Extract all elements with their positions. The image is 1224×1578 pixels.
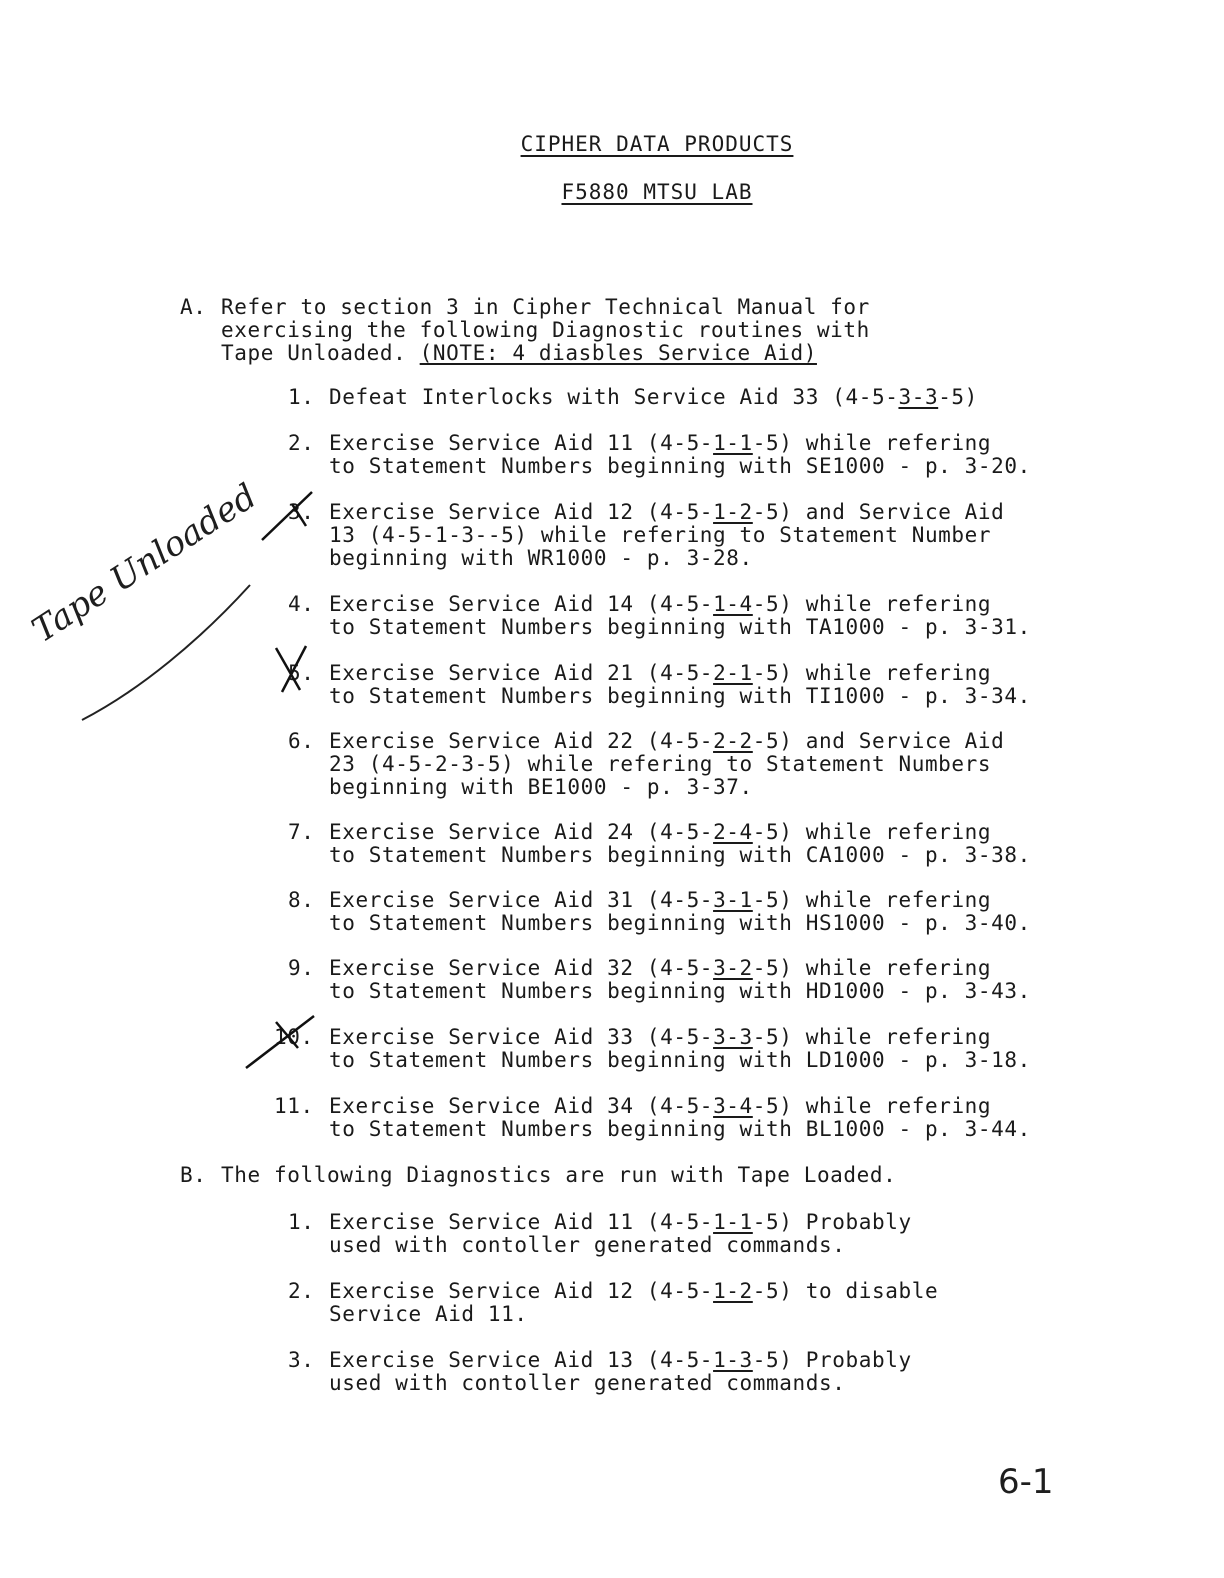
item-text: -5) Probably: [752, 1348, 912, 1372]
section-a-item-number: 8.: [288, 888, 315, 912]
section-a-item-line-2: to Statement Numbers beginning with LD1000 - p. 3-18.: [329, 1048, 1031, 1072]
section-a-label: A.: [180, 295, 207, 319]
section-a-item-line-2: to Statement Numbers beginning with BL1000 - p. 3-44.: [329, 1117, 1031, 1141]
margin-note-tape-unloaded: Tape Unloaded: [25, 476, 264, 651]
section-a-item-line-2: 23 (4-5-2-3-5) while refering to Statement Numbers: [329, 752, 992, 776]
company-title: CIPHER DATA PRODUCTS: [520, 132, 794, 156]
section-b-label: B.: [180, 1163, 207, 1187]
item-text: -5) while refering: [752, 661, 992, 685]
section-a-item-number: 1.: [288, 385, 315, 409]
section-a-item-number: 6.: [288, 729, 315, 753]
section-a-item-number: 4.: [288, 592, 315, 616]
service-aid-code: 2-4: [713, 820, 753, 844]
section-a-item-line-2: to Statement Numbers beginning with TI1000 - p. 3-34.: [329, 684, 1031, 708]
item-text: Exercise Service Aid 31 (4-5-: [329, 888, 714, 912]
item-text: -5) while refering: [752, 888, 992, 912]
section-b-item-line-2: used with contoller generated commands.: [329, 1371, 846, 1395]
item-text: Exercise Service Aid 24 (4-5-: [329, 820, 714, 844]
section-a-line-2: exercising the following Diagnostic routines with: [221, 318, 870, 342]
section-a-item-number: 9.: [288, 956, 315, 980]
section-a-item-line-2: 13 (4-5-1-3--5) while refering to Statement Number: [329, 523, 992, 547]
section-b-item-number: 3.: [288, 1348, 315, 1372]
item-text: Exercise Service Aid 13 (4-5-: [329, 1348, 714, 1372]
check-mark-item-10: [246, 1016, 314, 1068]
section-a-item-line-2: to Statement Numbers beginning with HD1000 - p. 3-43.: [329, 979, 1031, 1003]
item-text: Exercise Service Aid 11 (4-5-: [329, 431, 714, 455]
service-aid-code: 2-1: [713, 661, 753, 685]
item-text: Defeat Interlocks with Service Aid 33 (4-5-: [329, 385, 899, 409]
section-b-item-number: 1.: [288, 1210, 315, 1234]
margin-note-stroke: [82, 585, 250, 720]
service-aid-code: 3-1: [713, 888, 753, 912]
section-a-item-line-2: to Statement Numbers beginning with HS1000 - p. 3-40.: [329, 911, 1031, 935]
service-aid-code: 3-4: [713, 1094, 753, 1118]
service-aid-code: 1-4: [713, 592, 753, 616]
item-text: -5) while refering: [752, 1025, 992, 1049]
check-mark-item-3: [262, 492, 312, 540]
service-aid-code: 3-2: [713, 956, 753, 980]
item-text: Exercise Service Aid 12 (4-5-: [329, 1279, 714, 1303]
service-aid-code: 1-1: [713, 431, 753, 455]
section-b-item-number: 2.: [288, 1279, 315, 1303]
item-text: -5) to disable: [752, 1279, 939, 1303]
item-text: Exercise Service Aid 22 (4-5-: [329, 729, 714, 753]
section-a-item-line-3: beginning with BE1000 - p. 3-37.: [329, 775, 753, 799]
service-aid-code: 3-3: [713, 1025, 753, 1049]
item-text: -5) while refering: [752, 431, 992, 455]
lab-title: F5880 MTSU LAB: [561, 180, 753, 204]
item-text: -5) and Service Aid: [752, 729, 1005, 753]
section-a-item-number: 5.: [288, 661, 315, 685]
section-a-item-number: 10.: [274, 1025, 314, 1049]
item-text: -5) while refering: [752, 592, 992, 616]
service-aid-code: 2-2: [713, 729, 753, 753]
item-text: Exercise Service Aid 21 (4-5-: [329, 661, 714, 685]
section-a-item-line-2: to Statement Numbers beginning with SE1000 - p. 3-20.: [329, 454, 1031, 478]
service-aid-code: 3-3: [898, 385, 939, 409]
section-a-item-number: 2.: [288, 431, 315, 455]
section-a-line-3-text: Tape Unloaded.: [221, 341, 407, 365]
section-b-item-line-2: Service Aid 11.: [329, 1302, 528, 1326]
section-a-item-line-2: to Statement Numbers beginning with CA1000 - p. 3-38.: [329, 843, 1031, 867]
section-a-note: (NOTE: 4 diasbles Service Aid): [419, 341, 817, 365]
section-a-item-number: 3.: [288, 500, 315, 524]
item-text: Exercise Service Aid 32 (4-5-: [329, 956, 714, 980]
section-a-line-1: Refer to section 3 in Cipher Technical Manual for: [221, 295, 870, 319]
section-a-item-number: 11.: [274, 1094, 314, 1118]
page-number: 6-1: [998, 1462, 1054, 1502]
item-text: -5) while refering: [752, 956, 992, 980]
service-aid-code: 1-2: [713, 1279, 753, 1303]
item-text: Exercise Service Aid 33 (4-5-: [329, 1025, 714, 1049]
item-text: Exercise Service Aid 12 (4-5-: [329, 500, 714, 524]
item-text: -5) Probably: [752, 1210, 912, 1234]
x-mark-item-5: [276, 646, 306, 692]
item-text: Exercise Service Aid 34 (4-5-: [329, 1094, 714, 1118]
item-text: -5) while refering: [752, 820, 992, 844]
item-text: -5): [938, 385, 978, 409]
item-text: -5) and Service Aid: [752, 500, 1005, 524]
item-text: -5) while refering: [752, 1094, 992, 1118]
section-a-item-line-2: to Statement Numbers beginning with TA1000 - p. 3-31.: [329, 615, 1031, 639]
item-text: Exercise Service Aid 11 (4-5-: [329, 1210, 714, 1234]
section-a-item-line-3: beginning with WR1000 - p. 3-28.: [329, 546, 753, 570]
section-b-item-line-2: used with contoller generated commands.: [329, 1233, 846, 1257]
section-a-item-number: 7.: [288, 820, 315, 844]
section-b-text: The following Diagnostics are run with Tape Loaded.: [221, 1163, 897, 1187]
service-aid-code: 1-3: [713, 1348, 753, 1372]
item-text: Exercise Service Aid 14 (4-5-: [329, 592, 714, 616]
service-aid-code: 1-2: [713, 500, 753, 524]
service-aid-code: 1-1: [713, 1210, 753, 1234]
